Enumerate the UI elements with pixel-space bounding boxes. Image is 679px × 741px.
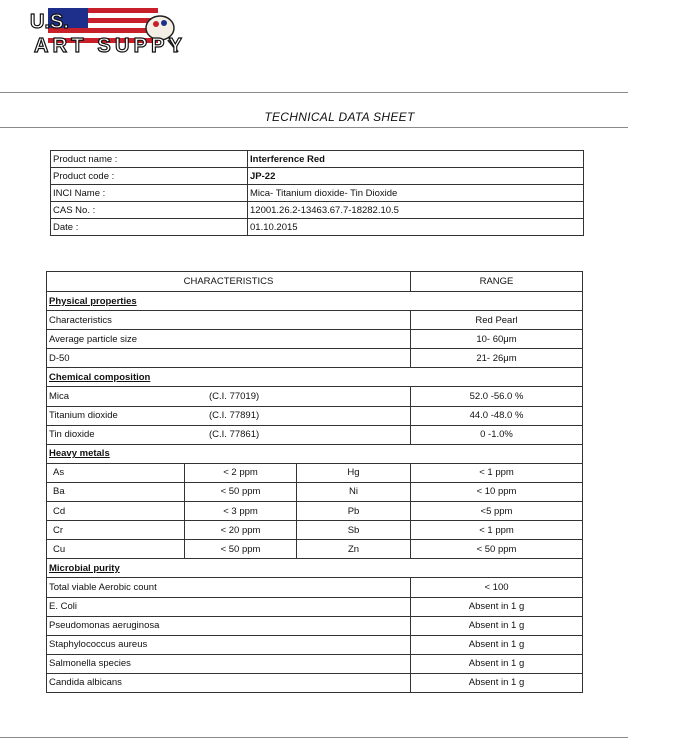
row-range: 44.0 -48.0 % [411,406,583,425]
row-range: Absent in 1 g [411,673,583,692]
metal-name: Ba [47,482,185,501]
metal-name: Zn [297,540,411,559]
table-row [47,311,583,330]
logo-line-2: ART SUPPY [34,35,182,57]
metal-limit: < 10 ppm [411,482,583,501]
section-row [47,368,583,387]
row-label: Titanium dioxide [49,410,118,422]
product-info-table [50,150,584,236]
ci-number: (C.I. 77019) [209,391,260,403]
section-row [47,559,583,578]
row-label: Candida albicans [47,673,411,692]
table-row [47,463,583,482]
bottom-rule [0,737,628,738]
section-title: Microbial purity [47,559,583,578]
section-row [47,292,583,311]
section-title: Heavy metals [47,444,583,463]
row-label: Salmonella species [47,654,411,673]
info-value: 01.10.2015 [248,219,584,236]
row-range: Red Pearl [411,311,583,330]
table-row [47,521,583,540]
table-row [47,654,583,673]
table-header-row [47,272,583,292]
row-range: Absent in 1 g [411,616,583,635]
info-value: Interference Red [248,151,584,168]
info-label: CAS No. : [51,202,248,219]
section-title: Physical properties [47,292,583,311]
table-row [47,387,583,406]
characteristics-table [46,271,583,693]
row-label-cell [47,425,411,444]
title-rule [0,127,628,128]
row-label: Staphylococcus aureus [47,635,411,654]
table-row [47,406,583,425]
info-label: INCI Name : [51,185,248,202]
metal-name: Cd [47,502,185,521]
info-row [51,185,584,202]
section-title: Chemical composition [47,368,583,387]
info-row [51,202,584,219]
info-value: JP-22 [248,168,584,185]
info-row [51,219,584,236]
row-range: 10- 60μm [411,330,583,349]
row-range: 0 -1.0% [411,425,583,444]
metal-limit: < 2 ppm [185,463,297,482]
metal-name: Pb [297,502,411,521]
section-row [47,444,583,463]
row-range: Absent in 1 g [411,635,583,654]
info-value: Mica- Titanium dioxide- Tin Dioxide [248,185,584,202]
row-range: 21- 26μm [411,349,583,368]
metal-name: Cu [47,540,185,559]
metal-limit: < 50 ppm [185,540,297,559]
table-row [47,349,583,368]
metal-limit: < 3 ppm [185,502,297,521]
table-row [47,635,583,654]
table-row [47,502,583,521]
table-row [47,673,583,692]
row-range: Absent in 1 g [411,597,583,616]
table-row [47,616,583,635]
top-rule [0,92,628,93]
info-label: Date : [51,219,248,236]
info-row [51,151,584,168]
row-label: Mica [49,391,70,403]
characteristics-header: CHARACTERISTICS [47,272,411,292]
table-row [47,540,583,559]
table-row [47,425,583,444]
metal-limit: < 1 ppm [411,463,583,482]
logo-line-1: U.S. [30,11,69,33]
ci-number: (C.I. 77861) [209,429,260,441]
row-range: < 100 [411,578,583,597]
metal-name: Cr [47,521,185,540]
row-label-cell [47,406,411,425]
us-art-supply-logo [28,6,188,58]
row-label: Characteristics [47,311,411,330]
document-title: TECHNICAL DATA SHEET [264,110,415,124]
row-label: D-50 [47,349,411,368]
row-label-cell [47,387,411,406]
row-label: Pseudomonas aeruginosa [47,616,411,635]
table-row [47,330,583,349]
row-label: Tin dioxide [49,429,95,441]
table-row [47,578,583,597]
metal-name: As [47,463,185,482]
metal-name: Hg [297,463,411,482]
info-label: Product code : [51,168,248,185]
row-range: Absent in 1 g [411,654,583,673]
info-value: 12001.26.2-13463.67.7-18282.10.5 [248,202,584,219]
info-label: Product name : [51,151,248,168]
info-row [51,168,584,185]
metal-name: Sb [297,521,411,540]
row-label: Average particle size [47,330,411,349]
row-label: Total viable Aerobic count [47,578,411,597]
row-label: E. Coli [47,597,411,616]
metal-limit: <5 ppm [411,502,583,521]
metal-name: Ni [297,482,411,501]
metal-limit: < 1 ppm [411,521,583,540]
metal-limit: < 50 ppm [185,482,297,501]
ci-number: (C.I. 77891) [209,410,260,422]
metal-limit: < 50 ppm [411,540,583,559]
range-header: RANGE [411,272,583,292]
metal-limit: < 20 ppm [185,521,297,540]
row-range: 52.0 -56.0 % [411,387,583,406]
table-row [47,482,583,501]
table-row [47,597,583,616]
